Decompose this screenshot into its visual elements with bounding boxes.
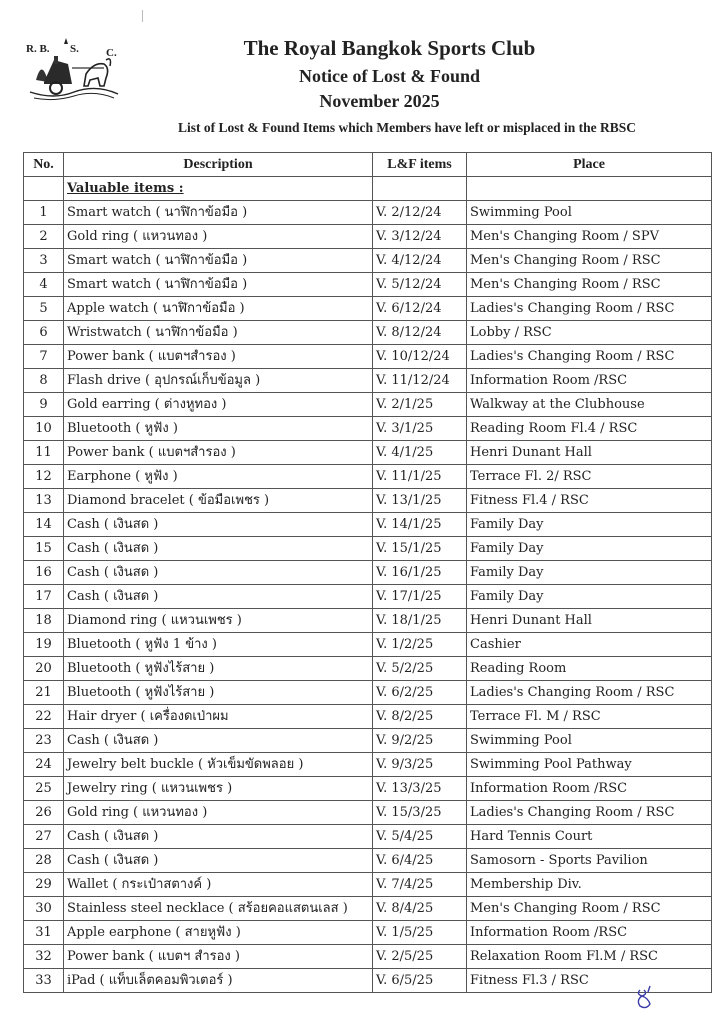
row-number: 17 — [24, 585, 64, 609]
table-row — [24, 201, 712, 225]
table-row — [24, 393, 712, 417]
lost-found-table — [23, 152, 712, 993]
item-description: Earphone ( หูฟัง ) — [64, 465, 373, 489]
table-row — [24, 825, 712, 849]
item-code: V. 6/5/25 — [373, 969, 467, 993]
table-row — [24, 465, 712, 489]
table-row — [24, 945, 712, 969]
item-code: V. 13/1/25 — [373, 489, 467, 513]
item-place: Hard Tennis Court — [467, 825, 712, 849]
row-number: 14 — [24, 513, 64, 537]
table-row — [24, 969, 712, 993]
item-code: V. 10/12/24 — [373, 345, 467, 369]
item-code: V. 6/4/25 — [373, 849, 467, 873]
notice-title: Notice of Lost & Found — [299, 66, 480, 86]
row-number: 23 — [24, 729, 64, 753]
item-place: Henri Dunant Hall — [467, 609, 712, 633]
item-code: V. 7/4/25 — [373, 873, 467, 897]
item-code: V. 9/3/25 — [373, 753, 467, 777]
item-code: V. 6/2/25 — [373, 681, 467, 705]
item-code: V. 2/12/24 — [373, 201, 467, 225]
item-code: V. 15/3/25 — [373, 801, 467, 825]
item-code: V. 15/1/25 — [373, 537, 467, 561]
item-code: V. 16/1/25 — [373, 561, 467, 585]
row-number: 3 — [24, 249, 64, 273]
item-code: V. 5/12/24 — [373, 273, 467, 297]
row-number: 32 — [24, 945, 64, 969]
item-description: Smart watch ( นาฬิกาข้อมือ ) — [64, 201, 373, 225]
item-description: Bluetooth ( หูฟังไร้สาย ) — [64, 657, 373, 681]
item-code: V. 2/1/25 — [373, 393, 467, 417]
item-place: Samosorn - Sports Pavilion — [467, 849, 712, 873]
item-place: Reading Room — [467, 657, 712, 681]
table-row — [24, 633, 712, 657]
signature-icon — [632, 982, 660, 1010]
item-code: V. 8/4/25 — [373, 897, 467, 921]
item-place: Terrace Fl. M / RSC — [467, 705, 712, 729]
item-code: V. 2/5/25 — [373, 945, 467, 969]
item-description: Power bank ( แบตฯสำรอง ) — [64, 345, 373, 369]
scan-mark — [142, 10, 147, 22]
table-row — [24, 705, 712, 729]
item-place: Men's Changing Room / RSC — [467, 273, 712, 297]
row-number: 6 — [24, 321, 64, 345]
column-header-description: Description — [64, 153, 373, 177]
item-description: Gold ring ( แหวนทอง ) — [64, 225, 373, 249]
table-row — [24, 753, 712, 777]
table-row — [24, 921, 712, 945]
column-header-no: No. — [24, 153, 64, 177]
row-number: 5 — [24, 297, 64, 321]
table-row — [24, 801, 712, 825]
item-place: Ladies's Changing Room / RSC — [467, 345, 712, 369]
item-code: V. 18/1/25 — [373, 609, 467, 633]
item-place: Family Day — [467, 561, 712, 585]
item-code: V. 3/12/24 — [373, 225, 467, 249]
item-place: Men's Changing Room / RSC — [467, 249, 712, 273]
item-code: V. 11/1/25 — [373, 465, 467, 489]
table-row — [24, 873, 712, 897]
item-place: Henri Dunant Hall — [467, 441, 712, 465]
item-description: Hair dryer ( เครื่องดเป่าผม — [64, 705, 373, 729]
item-place: Ladies's Changing Room / RSC — [467, 801, 712, 825]
item-description: Flash drive ( อุปกรณ์เก็บข้อมูล ) — [64, 369, 373, 393]
item-description: Gold earring ( ต่างหูทอง ) — [64, 393, 373, 417]
row-number: 22 — [24, 705, 64, 729]
row-number: 20 — [24, 657, 64, 681]
item-place: Cashier — [467, 633, 712, 657]
item-place: Men's Changing Room / SPV — [467, 225, 712, 249]
item-place: Swimming Pool — [467, 729, 712, 753]
table-row — [24, 897, 712, 921]
item-place: Family Day — [467, 585, 712, 609]
row-number: 11 — [24, 441, 64, 465]
item-place: Walkway at the Clubhouse — [467, 393, 712, 417]
table-row — [24, 681, 712, 705]
item-place: Fitness Fl.4 / RSC — [467, 489, 712, 513]
table-row — [24, 417, 712, 441]
item-code: V. 1/5/25 — [373, 921, 467, 945]
table-row — [24, 849, 712, 873]
document-header — [0, 0, 724, 150]
table-row — [24, 513, 712, 537]
row-number: 30 — [24, 897, 64, 921]
item-place: Family Day — [467, 537, 712, 561]
item-description: Stainless steel necklace ( สร้อยคอแสตนเลส ) — [64, 897, 373, 921]
row-number: 27 — [24, 825, 64, 849]
row-number: 4 — [24, 273, 64, 297]
row-number: 21 — [24, 681, 64, 705]
column-header-lf-items: L&F items — [373, 153, 467, 177]
row-number: 31 — [24, 921, 64, 945]
row-number: 7 — [24, 345, 64, 369]
table-row — [24, 561, 712, 585]
section-row — [24, 177, 712, 201]
table-row — [24, 609, 712, 633]
row-number: 29 — [24, 873, 64, 897]
item-place: Ladies's Changing Room / RSC — [467, 681, 712, 705]
item-description: Cash ( เงินสด ) — [64, 849, 373, 873]
table-row — [24, 297, 712, 321]
item-code: V. 4/12/24 — [373, 249, 467, 273]
item-description: Bluetooth ( หูฟัง ) — [64, 417, 373, 441]
item-description: Power bank ( แบตฯ สำรอง ) — [64, 945, 373, 969]
item-code: V. 14/1/25 — [373, 513, 467, 537]
row-number: 9 — [24, 393, 64, 417]
item-place: Swimming Pool Pathway — [467, 753, 712, 777]
item-description: Wallet ( กระเป๋าสตางค์ ) — [64, 873, 373, 897]
item-description: Smart watch ( นาฬิกาข้อมือ ) — [64, 249, 373, 273]
item-description: Apple earphone ( สายหูฟัง ) — [64, 921, 373, 945]
item-place: Swimming Pool — [467, 201, 712, 225]
section-label: Valuable items : — [64, 177, 373, 201]
item-description: Cash ( เงินสด ) — [64, 537, 373, 561]
column-header-place: Place — [467, 153, 712, 177]
table-row — [24, 441, 712, 465]
row-number: 15 — [24, 537, 64, 561]
row-number: 25 — [24, 777, 64, 801]
item-description: Diamond ring ( แหวนเพชร ) — [64, 609, 373, 633]
item-code: V. 13/3/25 — [373, 777, 467, 801]
row-number: 28 — [24, 849, 64, 873]
handwritten-initial — [632, 982, 660, 1010]
item-code: V. 8/12/24 — [373, 321, 467, 345]
item-code: V. 6/12/24 — [373, 297, 467, 321]
table-row — [24, 369, 712, 393]
item-place: Ladies's Changing Room / RSC — [467, 297, 712, 321]
item-description: Cash ( เงินสด ) — [64, 729, 373, 753]
section-place-cell — [467, 177, 712, 201]
item-place: Information Room /RSC — [467, 777, 712, 801]
table-row — [24, 657, 712, 681]
table-row — [24, 777, 712, 801]
item-code: V. 4/1/25 — [373, 441, 467, 465]
item-description: Bluetooth ( หูฟังไร้สาย ) — [64, 681, 373, 705]
item-place: Fitness Fl.3 / RSC — [467, 969, 712, 993]
item-code: V. 11/12/24 — [373, 369, 467, 393]
svg-text:C.: C. — [106, 47, 117, 59]
item-place: Reading Room Fl.4 / RSC — [467, 417, 712, 441]
item-code: V. 5/4/25 — [373, 825, 467, 849]
item-code: V. 5/2/25 — [373, 657, 467, 681]
row-number: 16 — [24, 561, 64, 585]
table-row — [24, 489, 712, 513]
row-number: 26 — [24, 801, 64, 825]
item-description: Gold ring ( แหวนทอง ) — [64, 801, 373, 825]
item-description: Cash ( เงินสด ) — [64, 585, 373, 609]
table-row — [24, 585, 712, 609]
table-row — [24, 249, 712, 273]
item-code: V. 3/1/25 — [373, 417, 467, 441]
svg-text:R. B.: R. B. — [26, 43, 50, 55]
item-place: Men's Changing Room / RSC — [467, 897, 712, 921]
item-description: Jewelry ring ( แหวนเพชร ) — [64, 777, 373, 801]
row-number: 33 — [24, 969, 64, 993]
item-description: Cash ( เงินสด ) — [64, 513, 373, 537]
item-place: Family Day — [467, 513, 712, 537]
svg-text:S.: S. — [70, 43, 79, 55]
item-description: Cash ( เงินสด ) — [64, 825, 373, 849]
item-place: Relaxation Room Fl.M / RSC — [467, 945, 712, 969]
row-number: 1 — [24, 201, 64, 225]
item-description: Diamond bracelet ( ข้อมือเพชร ) — [64, 489, 373, 513]
item-code: V. 8/2/25 — [373, 705, 467, 729]
club-title: The Royal Bangkok Sports Club — [243, 36, 536, 60]
item-description: Apple watch ( นาฬิกาข้อมือ ) — [64, 297, 373, 321]
table-row — [24, 321, 712, 345]
table-row — [24, 225, 712, 249]
item-place: Membership Div. — [467, 873, 712, 897]
section-no-cell — [24, 177, 64, 201]
table-row — [24, 345, 712, 369]
item-place: Terrace Fl. 2/ RSC — [467, 465, 712, 489]
row-number: 24 — [24, 753, 64, 777]
table-header-row — [24, 153, 712, 177]
table-row — [24, 273, 712, 297]
row-number: 18 — [24, 609, 64, 633]
item-description: Wristwatch ( นาฬิกาข้อมือ ) — [64, 321, 373, 345]
row-number: 19 — [24, 633, 64, 657]
item-place: Information Room /RSC — [467, 369, 712, 393]
item-place: Information Room /RSC — [467, 921, 712, 945]
item-description: Cash ( เงินสด ) — [64, 561, 373, 585]
item-description: Power bank ( แบตฯสำรอง ) — [64, 441, 373, 465]
row-number: 2 — [24, 225, 64, 249]
item-description: Smart watch ( นาฬิกาข้อมือ ) — [64, 273, 373, 297]
row-number: 8 — [24, 369, 64, 393]
table-row — [24, 537, 712, 561]
item-code: V. 9/2/25 — [373, 729, 467, 753]
row-number: 12 — [24, 465, 64, 489]
item-code: V. 17/1/25 — [373, 585, 467, 609]
notice-month: November 2025 — [319, 91, 440, 111]
section-code-cell — [373, 177, 467, 201]
item-description: Jewelry belt buckle ( หัวเข็มขัดพลอย ) — [64, 753, 373, 777]
item-code: V. 1/2/25 — [373, 633, 467, 657]
row-number: 10 — [24, 417, 64, 441]
row-number: 13 — [24, 489, 64, 513]
item-description: iPad ( แท็บเล็ตคอมพิวเตอร์ ) — [64, 969, 373, 993]
table-row — [24, 729, 712, 753]
notice-description: List of Lost & Found Items which Members have left or misplaced in the RBSC — [178, 120, 636, 135]
item-place: Lobby / RSC — [467, 321, 712, 345]
item-description: Bluetooth ( หูฟัง 1 ข้าง ) — [64, 633, 373, 657]
